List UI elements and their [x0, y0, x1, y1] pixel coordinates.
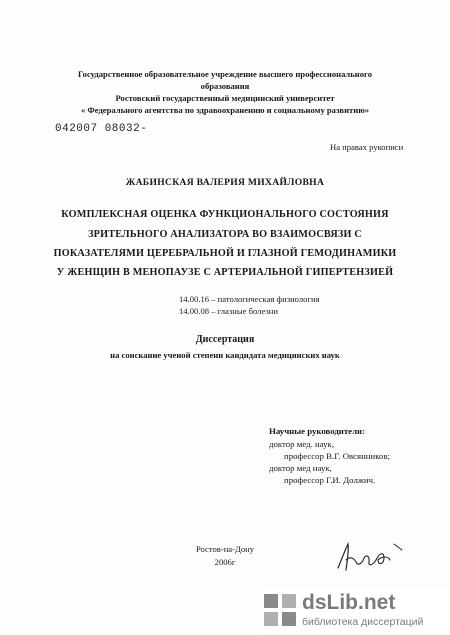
- title-line-3: ПОКАЗАТЕЛЯМИ ЦЕРЕБРАЛЬНОЙ И ГЛАЗНОЙ ГЕМОДИНАМИКИ: [53, 248, 397, 259]
- title-line-4: У ЖЕНЩИН В МЕНОПАУЗЕ С АРТЕРИАЛЬНОЙ ГИПЕРТЕНЗИЕЙ: [56, 267, 394, 278]
- institution-line-2: образования: [200, 81, 250, 91]
- watermark: [258, 588, 450, 635]
- handwritten-signature: [332, 538, 412, 578]
- watermark-tagline: библиотека диссертаций: [302, 616, 424, 628]
- author-name: ЖАБИНСКАЯ ВАЛЕРИЯ МИХАЙЛОВНА: [125, 177, 325, 188]
- supervisor-line-1: доктор мед. наук,: [269, 439, 335, 449]
- place: Ростов-на-Дону: [195, 544, 255, 554]
- year: 2006г: [214, 557, 236, 567]
- watermark-logo: dsLib.net: [302, 591, 396, 614]
- supervisor-line-3: доктор мед наук,: [269, 463, 332, 473]
- institution-line-3: Ростовский государственный медицинский университет: [115, 93, 335, 103]
- title-line-1: КОМПЛЕКСНАЯ ОЦЕНКА ФУНКЦИОНАЛЬНОГО СОСТОЯНИЯ: [61, 209, 389, 220]
- dissertation-subtitle: на соискание ученой степени кандидата медицинских наук: [110, 350, 340, 360]
- institution-line-4: « Федерального агентства по здравоохранению и социальному развитию»: [80, 105, 370, 115]
- specialty-line-1: 14.00.16 – патологическая физиология: [179, 294, 320, 304]
- title-line-2: ЗРИТЕЛЬНОГО АНАЛИЗАТОРА ВО ВЗАИМОСВЯЗИ С: [88, 229, 362, 240]
- dissertation-heading: Диссертация: [195, 334, 255, 345]
- institution-line-1: Государственное образовательное учреждение высшего профессионального: [77, 69, 373, 79]
- dslib-emblem-icon: [262, 592, 298, 628]
- manuscript-note: На правах рукописи: [330, 142, 404, 152]
- specialty-line-2: 14.00.08 – глазные болезни: [179, 306, 278, 316]
- supervisor-line-2: профессор В.Г. Овсянников;: [284, 451, 391, 461]
- supervisors-heading: Научные руководители:: [269, 426, 366, 436]
- registration-number: 042007 08032-: [55, 123, 148, 135]
- supervisor-line-4: профессор Г.И. Должич.: [284, 475, 376, 485]
